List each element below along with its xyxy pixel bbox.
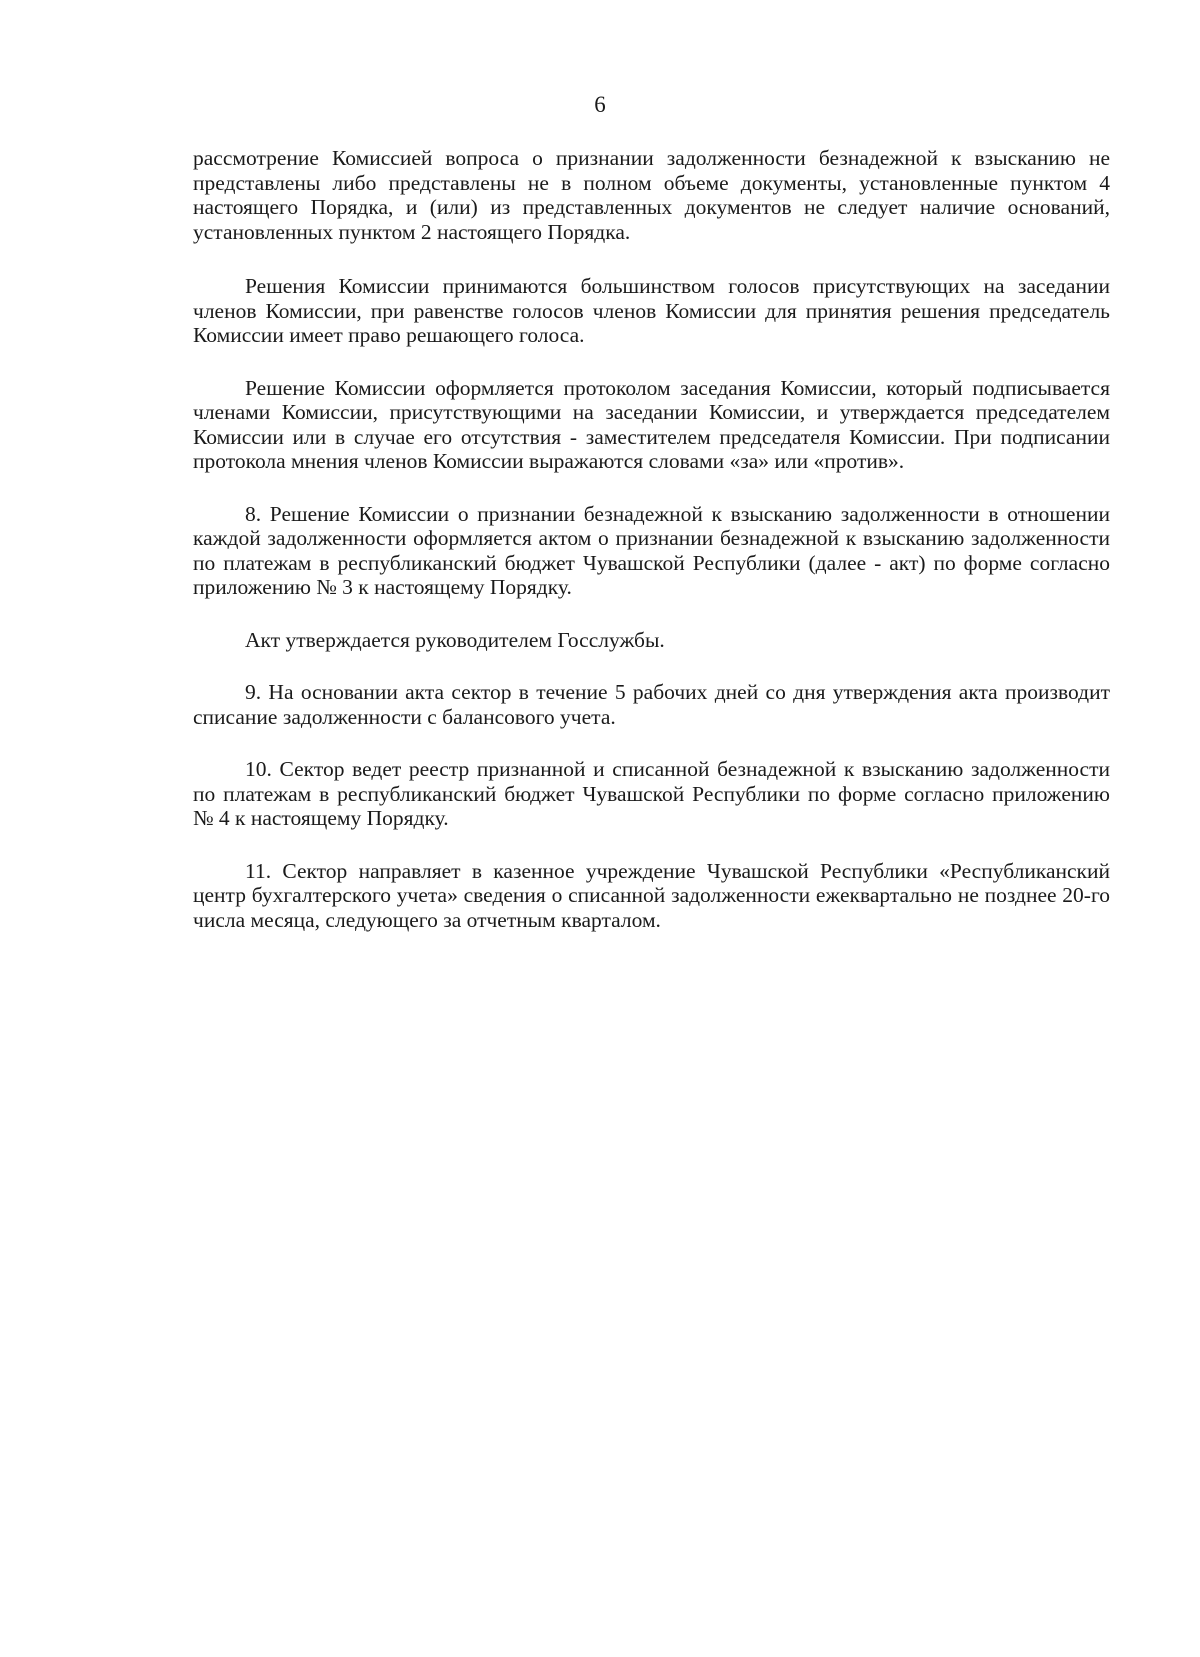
- paragraph-item-10: 10. Сектор ведет реестр признанной и списанной безнадежной к взысканию задолженности по платежам в республиканский бюджет Чувашской Республики по форме согласно приложению № 4 к настоящему Порядку.: [193, 757, 1110, 830]
- paragraph-protocol: Решение Комиссии оформляется протоколом заседания Комиссии, который подписывается членами Комиссии, присутствующими на заседании Комиссии, и утверждается председателем Комиссии или в случае его отсутствия - заместителем председателя Комиссии. При подписании протокола мнения членов Комиссии выражаются словами «за» или «против».: [193, 375, 1110, 473]
- paragraph-commission-decisions: Решения Комиссии принимаются большинством голосов присутствующих на заседании членов Комиссии, при равенстве голосов членов Комиссии для принятия решения председатель Комиссии имеет право решающего голоса.: [193, 274, 1110, 347]
- paragraph-item-9: 9. На основании акта сектор в течение 5 рабочих дней со дня утверждения акта производит списание задолженности с балансового учета.: [193, 680, 1110, 729]
- paragraph-act-approval: Акт утверждается руководителем Госслужбы.: [245, 627, 665, 652]
- document-body: [193, 146, 1110, 960]
- paragraph-continuation: рассмотрение Комиссией вопроса о признании задолженности безнадежной к взысканию не представлены либо представлены не в полном объеме документы, установленные пунктом 4 настоящего Порядка, и (или) из представленных документов не следует наличие оснований, установленных пунктом 2 настоящего Порядка.: [193, 146, 1110, 244]
- paragraph-item-11: 11. Сектор направляет в казенное учреждение Чувашской Республики «Республиканский центр бухгалтерского учета» сведения о списанной задолженности ежеквартально не позднее 20-го числа месяца, следующего за отчетным кварталом.: [193, 858, 1110, 932]
- page-number: 6: [594, 92, 606, 117]
- paragraph-item-8: 8. Решение Комиссии о признании безнадежной к взысканию задолженности в отношении каждой задолженности оформляется актом о признании безнадежной к взысканию задолженности по платежам в республиканский бюджет Чувашской Республики (далее - акт) по форме согласно приложению № 3 к настоящему Порядку.: [193, 501, 1110, 599]
